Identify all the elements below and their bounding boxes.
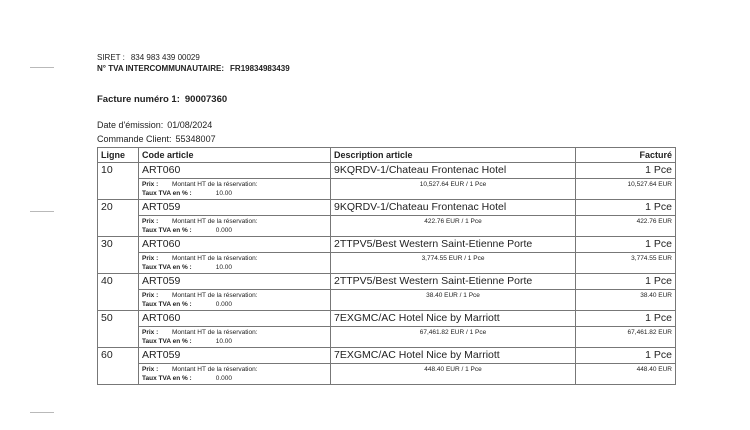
invoice-number-value: 90007360 bbox=[184, 94, 228, 105]
row-quantity: 1 Pce bbox=[576, 274, 676, 290]
vat-number-line bbox=[97, 63, 677, 74]
vat-rate-value: 10.00 bbox=[215, 190, 232, 197]
row-detail-spacer bbox=[98, 216, 139, 237]
row-price-labels bbox=[139, 179, 331, 200]
row-line-number: 10 bbox=[98, 163, 139, 179]
row-description: 2TTPV5/Best Western Saint-Etienne Porte bbox=[331, 274, 576, 290]
vat-rate-value: 0.000 bbox=[215, 375, 232, 382]
vat-rate-value: 10.00 bbox=[215, 338, 232, 345]
row-article-code: ART060 bbox=[139, 237, 331, 253]
invoice-number bbox=[97, 93, 677, 106]
header-code: Code article bbox=[139, 148, 331, 163]
price-description: Montant HT de la réservation: bbox=[172, 292, 258, 299]
row-quantity: 1 Pce bbox=[576, 348, 676, 364]
row-unit-price: 3,774.55 EUR / 1 Pce bbox=[331, 253, 576, 274]
vat-rate-value: 0.000 bbox=[215, 301, 232, 308]
vat-number-label: N° TVA INTERCOMMUNAUTAIRE: bbox=[97, 64, 225, 73]
invoice-lines-table bbox=[97, 147, 676, 385]
price-label: Prix : bbox=[142, 181, 159, 188]
row-detail-spacer bbox=[98, 364, 139, 385]
vat-rate-label: Taux TVA en % : bbox=[142, 227, 192, 234]
row-quantity: 1 Pce bbox=[576, 311, 676, 327]
vat-rate-label: Taux TVA en % : bbox=[142, 190, 192, 197]
row-unit-price: 448.40 EUR / 1 Pce bbox=[331, 364, 576, 385]
price-description: Montant HT de la réservation: bbox=[172, 218, 258, 225]
row-description: 2TTPV5/Best Western Saint-Etienne Porte bbox=[331, 237, 576, 253]
row-total: 422.76 EUR bbox=[576, 216, 676, 237]
row-detail-spacer bbox=[98, 290, 139, 311]
price-label: Prix : bbox=[142, 218, 159, 225]
price-description: Montant HT de la réservation: bbox=[172, 181, 258, 188]
table-row bbox=[98, 274, 676, 290]
row-unit-price: 67,461.82 EUR / 1 Pce bbox=[331, 327, 576, 348]
table-row bbox=[98, 348, 676, 364]
row-total: 10,527.64 EUR bbox=[576, 179, 676, 200]
row-article-code: ART059 bbox=[139, 274, 331, 290]
table-row-detail bbox=[98, 327, 676, 348]
table-row bbox=[98, 237, 676, 253]
price-description: Montant HT de la réservation: bbox=[172, 329, 258, 336]
row-unit-price: 38.40 EUR / 1 Pce bbox=[331, 290, 576, 311]
row-unit-price: 10,527.64 EUR / 1 Pce bbox=[331, 179, 576, 200]
customer-order-value: 55348007 bbox=[175, 134, 216, 144]
row-total: 3,774.55 EUR bbox=[576, 253, 676, 274]
table-row bbox=[98, 311, 676, 327]
price-label: Prix : bbox=[142, 366, 159, 373]
vat-rate-label: Taux TVA en % : bbox=[142, 338, 192, 345]
row-article-code: ART060 bbox=[139, 163, 331, 179]
invoice-number-label: Facture numéro 1: bbox=[97, 94, 180, 105]
vat-rate-value: 0.000 bbox=[215, 227, 232, 234]
header-line: Ligne bbox=[98, 148, 139, 163]
table-row-detail bbox=[98, 253, 676, 274]
row-total: 448.40 EUR bbox=[576, 364, 676, 385]
table-row-detail bbox=[98, 179, 676, 200]
table-row-detail bbox=[98, 290, 676, 311]
row-line-number: 20 bbox=[98, 200, 139, 216]
issue-date-value: 01/08/2024 bbox=[167, 120, 213, 130]
row-description: 9KQRDV-1/Chateau Frontenac Hotel bbox=[331, 200, 576, 216]
price-description: Montant HT de la réservation: bbox=[172, 366, 258, 373]
row-total: 67,461.82 EUR bbox=[576, 327, 676, 348]
row-line-number: 30 bbox=[98, 237, 139, 253]
table-body bbox=[98, 163, 676, 385]
siret-line bbox=[97, 52, 677, 63]
table-row bbox=[98, 200, 676, 216]
row-detail-spacer bbox=[98, 179, 139, 200]
row-line-number: 50 bbox=[98, 311, 139, 327]
vat-rate-label: Taux TVA en % : bbox=[142, 375, 192, 382]
siret-label: SIRET : bbox=[97, 53, 125, 62]
table-row-detail bbox=[98, 216, 676, 237]
row-description: 7EXGMC/AC Hotel Nice by Marriott bbox=[331, 311, 576, 327]
row-price-labels bbox=[139, 290, 331, 311]
row-total: 38.40 EUR bbox=[576, 290, 676, 311]
row-price-labels bbox=[139, 216, 331, 237]
row-description: 9KQRDV-1/Chateau Frontenac Hotel bbox=[331, 163, 576, 179]
issue-date bbox=[97, 118, 677, 132]
row-article-code: ART059 bbox=[139, 200, 331, 216]
row-price-labels bbox=[139, 253, 331, 274]
price-label: Prix : bbox=[142, 292, 159, 299]
price-label: Prix : bbox=[142, 255, 159, 262]
row-unit-price: 422.76 EUR / 1 Pce bbox=[331, 216, 576, 237]
table-row bbox=[98, 163, 676, 179]
table-header-row bbox=[98, 148, 676, 163]
row-description: 7EXGMC/AC Hotel Nice by Marriott bbox=[331, 348, 576, 364]
row-quantity: 1 Pce bbox=[576, 237, 676, 253]
header-description: Description article bbox=[331, 148, 576, 163]
row-price-labels bbox=[139, 364, 331, 385]
row-quantity: 1 Pce bbox=[576, 163, 676, 179]
customer-order bbox=[97, 132, 677, 146]
row-line-number: 40 bbox=[98, 274, 139, 290]
vat-rate-value: 10.00 bbox=[215, 264, 232, 271]
vat-number-value: FR19834983439 bbox=[230, 64, 290, 73]
vat-rate-label: Taux TVA en % : bbox=[142, 301, 192, 308]
row-price-labels bbox=[139, 327, 331, 348]
invoice-page bbox=[97, 52, 677, 385]
row-article-code: ART059 bbox=[139, 348, 331, 364]
edge-fold-mark bbox=[30, 67, 54, 68]
row-quantity: 1 Pce bbox=[576, 200, 676, 216]
issue-date-label: Date d'émission: bbox=[97, 120, 164, 130]
row-line-number: 60 bbox=[98, 348, 139, 364]
edge-fold-mark bbox=[30, 412, 54, 413]
customer-order-label: Commande Client: bbox=[97, 134, 172, 144]
price-label: Prix : bbox=[142, 329, 159, 336]
row-article-code: ART060 bbox=[139, 311, 331, 327]
row-detail-spacer bbox=[98, 253, 139, 274]
edge-fold-mark bbox=[30, 211, 54, 212]
table-row-detail bbox=[98, 364, 676, 385]
header-billed: Facturé bbox=[576, 148, 676, 163]
siret-value: 834 983 439 00029 bbox=[130, 53, 200, 62]
price-description: Montant HT de la réservation: bbox=[172, 255, 258, 262]
vat-rate-label: Taux TVA en % : bbox=[142, 264, 192, 271]
row-detail-spacer bbox=[98, 327, 139, 348]
